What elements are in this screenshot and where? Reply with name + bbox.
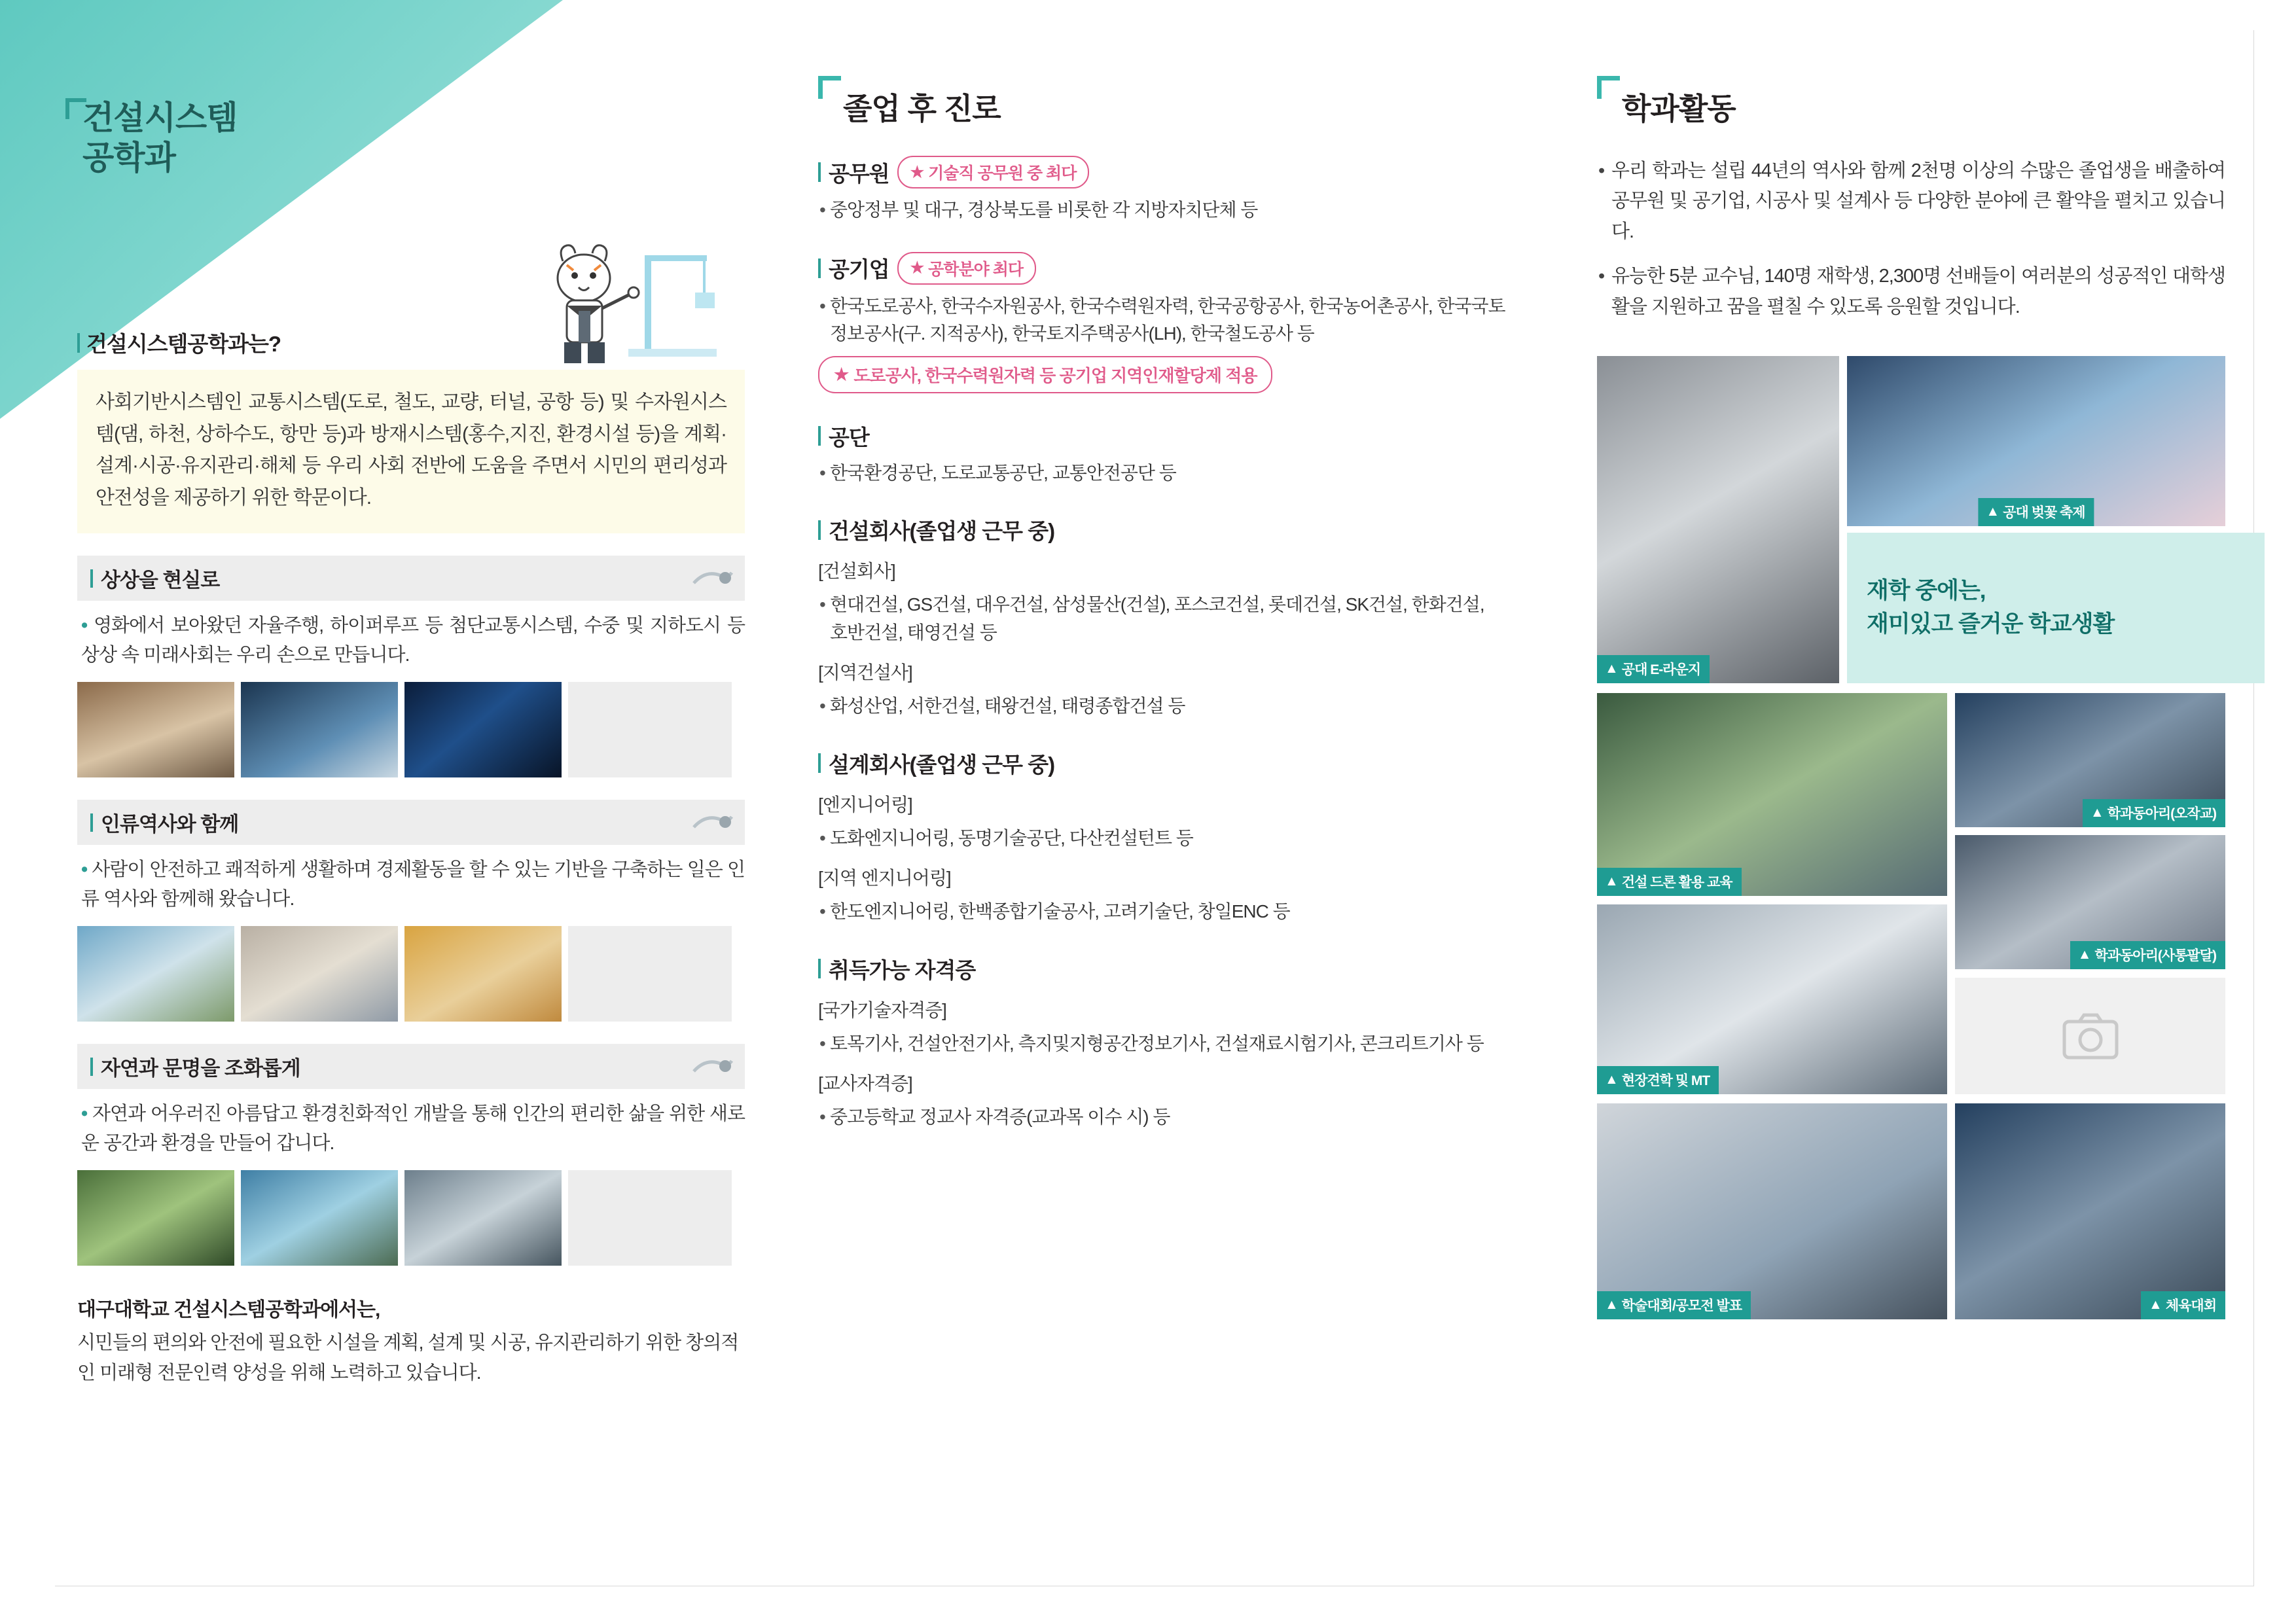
accent-bar-icon: [90, 813, 93, 832]
photo-caption: ▲ 학술대회/공모전 발표: [1597, 1291, 1751, 1319]
badge-label: 기술직 공무원 중 최다: [928, 164, 1077, 183]
department-title-line1: 건설시스템: [82, 99, 238, 136]
accent-bar-icon: [818, 426, 821, 446]
list-item: • 현대건설, GS건설, 대우건설, 삼성물산(건설), 포스코건설, 롯데건설, SK건설, 한화건설, 호반건설, 태영건설 등: [818, 591, 1505, 647]
accent-bar-icon: [818, 753, 821, 773]
photo-fountain: [241, 926, 398, 1022]
badge-top-rank: [897, 252, 1036, 285]
career-section-public-enterprise: [818, 252, 1505, 393]
paragraph: • 유능한 5분 교수님, 140명 재학생, 2,300명 선배들이 여러분의 성공적인 대학생활을 지원하고 꿈을 펼칠 수 있도록 응원할 것입니다.: [1597, 261, 2225, 322]
badge-label: 공학분야 최다: [928, 260, 1024, 279]
photo-row-nature: [77, 1170, 745, 1266]
career-heading-text: 졸업 후 진로: [843, 92, 1001, 126]
photo-row-imagination: [77, 682, 745, 777]
activities-heading-text: 학과활동: [1622, 92, 1736, 126]
photo-dam: [241, 1170, 398, 1266]
photo-caption: ▲ 학과동아리(사통팔달): [2070, 941, 2225, 969]
mint-banner: [1847, 533, 2265, 683]
list-item: • 화성산업, 서한건설, 태왕건설, 태령종합건설 등: [818, 692, 1505, 721]
paragraph: • 우리 학과는 설립 44년의 역사와 함께 2천명 이상의 수많은 졸업생을 배출하여 공무원 및 공기업, 시공사 및 설계사 등 다양한 분야에 큰 활약을 펼치고 있습니다.: [1597, 156, 2225, 247]
intro-heading-text: 건설시스템공학과는?: [86, 332, 281, 356]
photo-caption: ▲ 공대 벚꽃 축제: [1978, 498, 2094, 526]
photo-caption: ▲ 학과동아리(오작교): [2083, 799, 2225, 827]
section-text-nature: • 자연과 어우러진 아름답고 환경친화적인 개발을 통해 인간의 편리한 삶을 위한 새로운 공간과 환경을 만들어 갑니다.: [81, 1103, 745, 1154]
photo-caption: ▲ 현장견학 및 MT: [1597, 1066, 1719, 1094]
swoosh-icon: [692, 813, 733, 832]
section-title: 공기업: [829, 257, 889, 282]
list-item: • 한도엔지니어링, 한백종합기술공사, 고려기술단, 창일ENC 등: [818, 898, 1505, 926]
section-header-imagination: [77, 556, 745, 601]
badge-label: 도로공사, 한국수력원자력 등 공기업 지역인재할당제 적용: [853, 365, 1257, 385]
bracket-icon: [1597, 76, 1620, 99]
right-column: [1597, 85, 2225, 1410]
group-label: [국가기술자격증]: [818, 999, 946, 1020]
list-item: • 한국환경공단, 도로교통공단, 교통안전공단 등: [818, 459, 1505, 488]
career-section-construction: [818, 514, 1505, 721]
closing-text: 시민들의 편의와 안전에 필요한 시설을 계획, 설계 및 시공, 유지관리하기 위한 창의적인 미래형 전문인력 양성을 위해 노력하고 있습니다.: [77, 1332, 739, 1383]
section-title: 건설회사(졸업생 근무 중): [829, 519, 1055, 544]
group-label: [건설회사]: [818, 561, 895, 582]
section-title-row: [818, 421, 1505, 452]
section-header-label: 인류역사와 함께: [101, 813, 239, 836]
list-item: • 중앙정부 및 대구, 경상북도를 비롯한 각 지방자치단체 등: [818, 196, 1505, 224]
list-item: • 도화엔지니어링, 동명기술공단, 다산컨설턴트 등: [818, 825, 1505, 853]
photo-caption: ▲ 건설 드론 활용 교육: [1597, 868, 1742, 896]
section-text-history: • 사람이 안전하고 쾌적하게 생활하며 경제활동을 할 수 있는 기반을 구축하는 일은 인류 역사와 함께해 왔습니다.: [81, 859, 745, 910]
star-icon: ★: [910, 259, 924, 277]
badge-top-rank: [897, 156, 1090, 188]
photo-sports-day: [1955, 1103, 2225, 1319]
accent-bar-icon: [818, 959, 821, 978]
photo-blank: [568, 682, 732, 777]
career-section-corporation: [818, 421, 1505, 488]
activities-paragraphs: [1597, 156, 2225, 322]
photo-bridge: [77, 926, 234, 1022]
section-header-label: 상상을 현실로: [101, 569, 220, 592]
photo-cherry-blossom: [1847, 356, 2225, 526]
photo-placeholder: [1955, 978, 2225, 1094]
section-title-row: [818, 514, 1505, 545]
closing-statement: [77, 1294, 745, 1388]
group-label: [지역 엔지니어링]: [818, 868, 951, 889]
career-heading: [818, 85, 1505, 128]
photo-club-ojakgyo: [1955, 693, 2225, 827]
camera-icon: [2062, 1012, 2119, 1060]
middle-column: [818, 85, 1505, 1132]
accent-bar-icon: [818, 259, 821, 278]
photo-e-lounge: [1597, 356, 1839, 683]
photo-pyramid: [404, 926, 562, 1022]
photo-caption: ▲ 체육대회: [2141, 1291, 2225, 1319]
section-header-label: 자연과 문명을 조화롭게: [101, 1057, 300, 1080]
accent-bar-icon: [818, 162, 821, 182]
section-title: 설계회사(졸업생 근무 중): [829, 752, 1055, 777]
group-label: [엔지니어링]: [818, 794, 912, 815]
activity-photo-grid: [1597, 336, 2225, 1410]
left-column: [77, 327, 745, 1388]
swoosh-icon: [692, 569, 733, 588]
mint-banner-line2: 재미있고 즐거운 학교생활: [1867, 611, 2115, 637]
photo-network: [404, 682, 562, 777]
career-section-design: [818, 748, 1505, 926]
star-icon: ★: [910, 163, 924, 181]
photo-coastal-road: [404, 1170, 562, 1266]
mint-banner-line1: 재학 중에는,: [1867, 578, 1986, 604]
group-label: [교사자격증]: [818, 1073, 912, 1094]
activities-heading: [1597, 85, 2225, 128]
photo-train: [241, 682, 398, 777]
photo-forest: [77, 1170, 234, 1266]
section-title-row: [818, 156, 1505, 188]
bracket-icon: [65, 98, 86, 119]
photo-drone-education: [1597, 693, 1947, 896]
department-title-line2: 공학과: [82, 139, 175, 176]
accent-bar-icon: [818, 520, 821, 540]
section-title-row: [818, 954, 1505, 984]
list-item: • 토목기사, 건설안전기사, 측지및지형공간정보기사, 건설재료시험기사, 콘크리트기사 등: [818, 1030, 1505, 1058]
photo-blank: [568, 1170, 732, 1266]
section-title: 취득가능 자격증: [829, 957, 976, 982]
group-label: [지역건설사]: [818, 662, 912, 683]
section-title: 공단: [829, 425, 869, 450]
career-section-public-officer: [818, 156, 1505, 224]
list-item: • 한국도로공사, 한국수자원공사, 한국수력원자력, 한국공항공사, 한국농어촌공사, 한국국토정보공사(구. 지적공사), 한국토지주택공사(LH), 한국철도공사 등: [818, 293, 1505, 348]
photo-field-trip-mt: [1597, 904, 1947, 1094]
closing-bold: 대구대학교 건설시스템공학과에서는,: [77, 1299, 380, 1321]
mascot-illustration: [524, 232, 720, 383]
section-title-row: [818, 252, 1505, 285]
star-icon: ★: [834, 364, 849, 384]
swoosh-icon: [692, 1057, 733, 1077]
section-title: 공무원: [829, 161, 889, 186]
photo-tunnel: [77, 682, 234, 777]
photo-row-history: [77, 926, 745, 1022]
bracket-icon: [818, 76, 841, 99]
intro-text: 사회기반시스템인 교통시스템(도로, 철도, 교량, 터널, 공항 등) 및 수자원시스템(댐, 하천, 상하수도, 항만 등)과 방재시스템(홍수,지진, 환경시설 등)을 계획·설계·시공·유지관리·해체 등 우리 사회 전반에 도움을 주면서 시민의 편리성과 안전성을 제공하기 위한 학문이다.: [77, 370, 745, 533]
section-header-nature: [77, 1044, 745, 1089]
photo-conference-presentation: [1597, 1103, 1947, 1319]
photo-club-satongpaldal: [1955, 835, 2225, 969]
section-header-history: [77, 800, 745, 845]
badge-regional-quota: [818, 356, 1272, 393]
accent-bar-icon: [90, 1058, 93, 1076]
career-section-certificates: [818, 954, 1505, 1132]
photo-blank: [568, 926, 732, 1022]
section-title-row: [818, 748, 1505, 779]
department-title: [65, 98, 406, 178]
list-item: • 중고등학교 정교사 자격증(교과목 이수 시) 등: [818, 1103, 1505, 1132]
accent-bar-icon: [90, 569, 93, 588]
photo-caption: ▲ 공대 E-라운지: [1597, 655, 1710, 683]
section-text-imagination: • 영화에서 보아왔던 자율주행, 하이퍼루프 등 첨단교통시스템, 수중 및 지하도시 등 상상 속 미래사회는 우리 손으로 만듭니다.: [81, 615, 745, 666]
accent-bar-icon: [77, 333, 80, 353]
